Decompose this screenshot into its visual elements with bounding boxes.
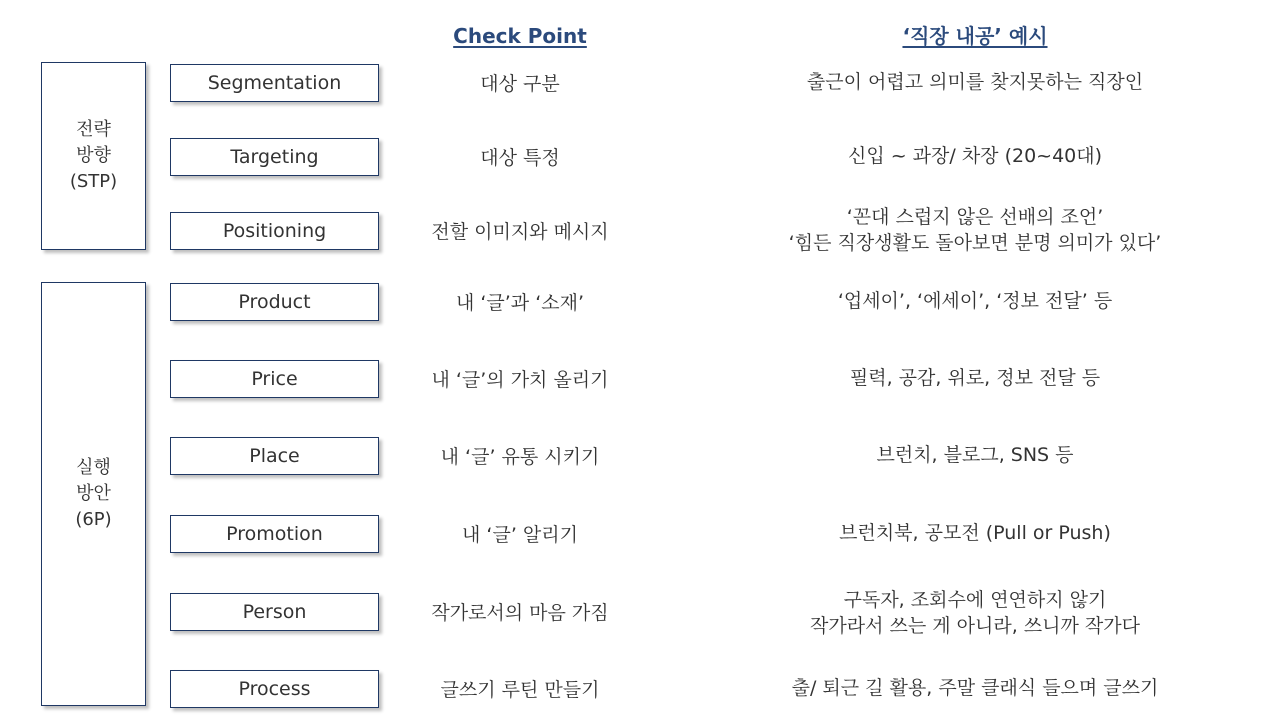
example-process — [720, 670, 1230, 706]
example-positioning — [720, 202, 1230, 258]
example-header: ‘직장 내공’ 예시 — [902, 24, 1048, 48]
example-line: ‘힘든 직장생활도 돌아보면 분명 의미가 있다’ — [788, 232, 1162, 254]
check-point-segmentation: 대상 구분 — [480, 72, 560, 95]
group-execution-6p — [41, 282, 146, 706]
row-label-product: Product — [170, 283, 379, 321]
check-point-product: 내 ‘글’과 ‘소재’ — [455, 291, 584, 314]
example-promotion — [720, 515, 1230, 551]
group-strategy-line: 방향 — [76, 145, 111, 166]
row-label-place: Place — [170, 437, 379, 475]
example-price — [720, 360, 1230, 396]
example-line: 출근이 어렵고 의미를 찾지못하는 직장인 — [806, 71, 1144, 93]
check-point-price: 내 ‘글’의 가치 올리기 — [431, 368, 609, 391]
example-product — [720, 283, 1230, 319]
row-label-promotion: Promotion — [170, 515, 379, 553]
example-line: 작가라서 쓰는 게 아니라, 쓰니까 작가다 — [810, 615, 1140, 637]
example-person — [720, 585, 1230, 641]
check-point-positioning: 전할 이미지와 메시지 — [431, 220, 609, 243]
check-point-person: 작가로서의 마음 가짐 — [431, 601, 609, 624]
example-line: 브런치북, 공모전 (Pull or Push) — [839, 522, 1111, 544]
check-point-process: 글쓰기 루틴 만들기 — [440, 678, 600, 701]
example-line: 신입 ~ 과장/ 차장 (20~40대) — [847, 145, 1103, 167]
check-point-header: Check Point — [453, 24, 587, 48]
row-label-price: Price — [170, 360, 379, 398]
check-point-promotion: 내 ‘글’ 알리기 — [462, 523, 578, 546]
example-line: 브런치, 블로그, SNS 등 — [876, 444, 1074, 466]
group-execution-line: 실행 — [76, 457, 111, 478]
group-execution-line: 방안 — [76, 483, 111, 504]
check-point-place: 내 ‘글’ 유통 시키기 — [440, 445, 600, 468]
example-place — [720, 437, 1230, 473]
row-label-process: Process — [170, 670, 379, 708]
example-line: 출/ 퇴근 길 활용, 주말 클래식 들으며 글쓰기 — [791, 677, 1159, 699]
group-execution-line: (6P) — [75, 509, 112, 530]
example-line: 구독자, 조회수에 연연하지 않기 — [843, 589, 1107, 611]
row-label-person: Person — [170, 593, 379, 631]
check-point-targeting: 대상 특정 — [480, 146, 560, 169]
row-label-segmentation: Segmentation — [170, 64, 379, 102]
group-strategy-stp — [41, 62, 146, 250]
example-line: 필력, 공감, 위로, 정보 전달 등 — [849, 367, 1101, 389]
row-label-positioning: Positioning — [170, 212, 379, 250]
example-line: ‘업세이’, ‘에세이’, ‘정보 전달’ 등 — [837, 290, 1113, 312]
group-strategy-line: 전략 — [76, 119, 111, 140]
group-strategy-line: (STP) — [69, 171, 118, 192]
example-segmentation — [720, 64, 1230, 100]
example-targeting — [720, 138, 1230, 174]
example-line: ‘꼰대 스럽지 않은 선배의 조언’ — [846, 206, 1104, 228]
row-label-targeting: Targeting — [170, 138, 379, 176]
